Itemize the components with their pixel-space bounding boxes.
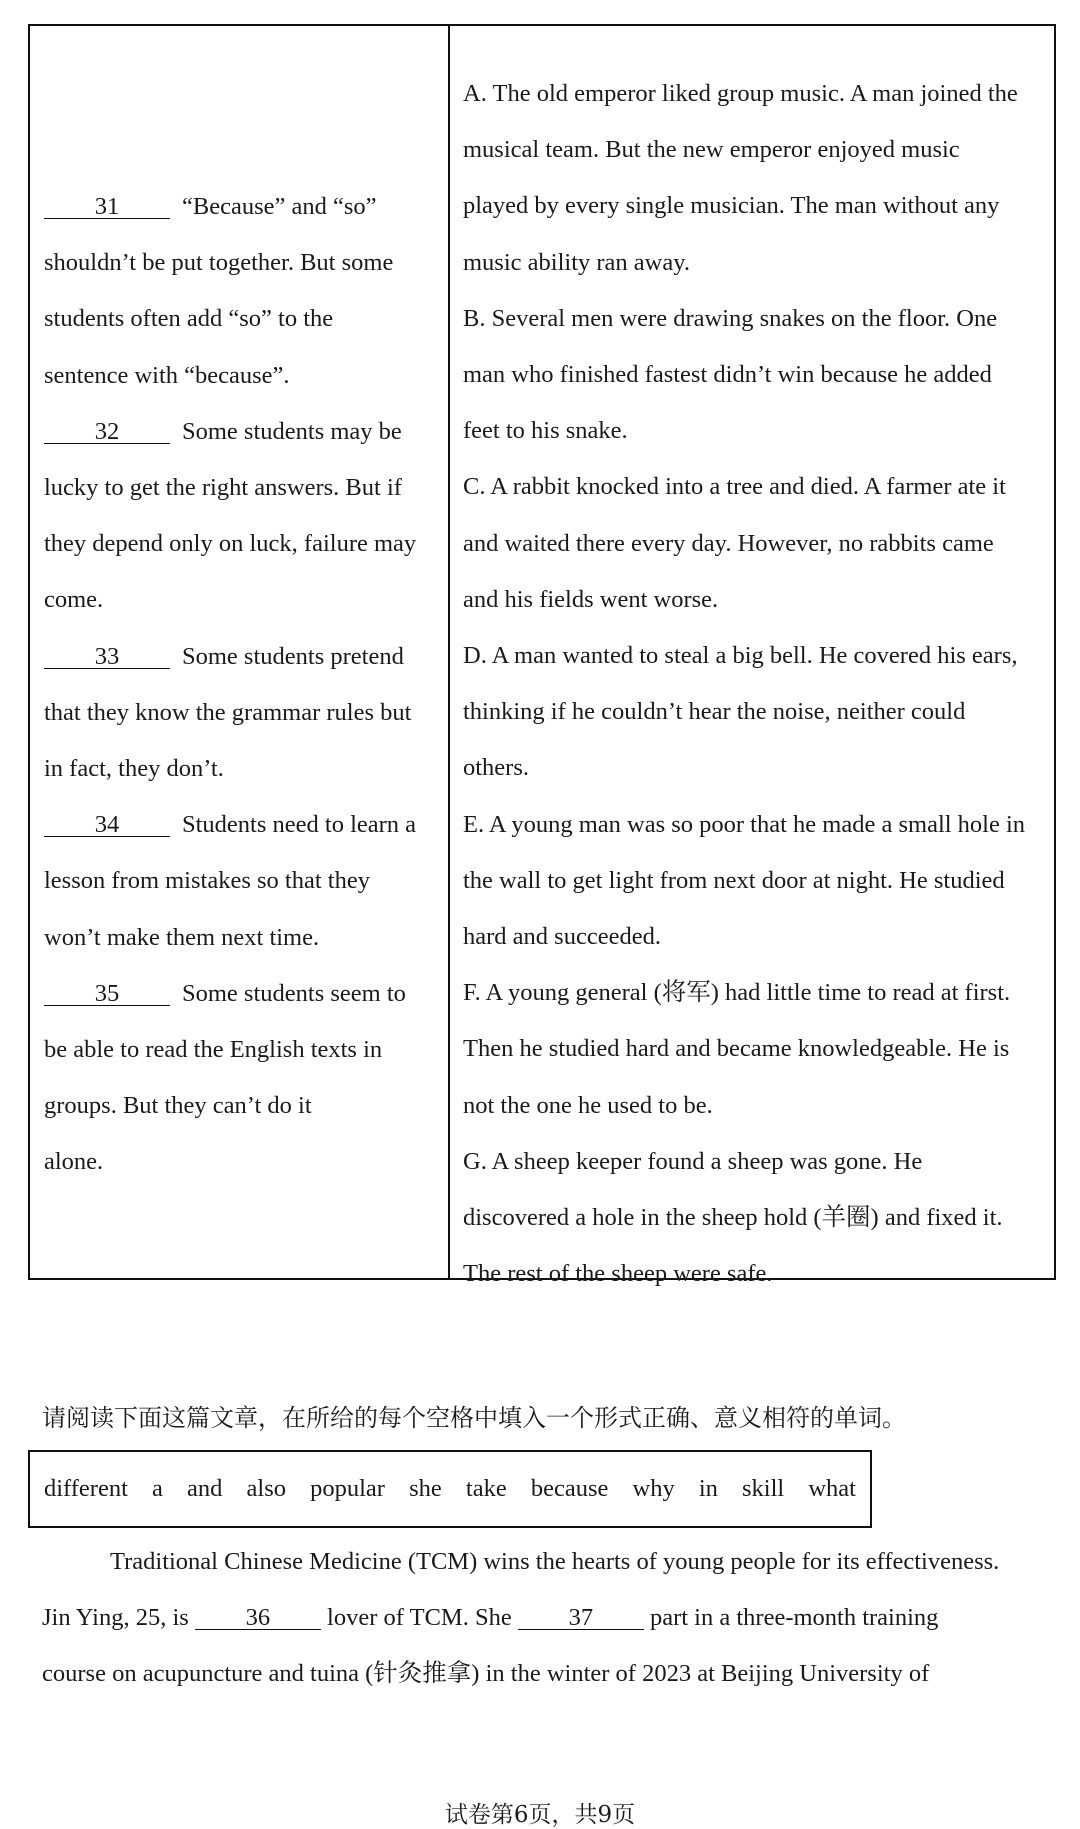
question-text: alone. <box>44 1148 104 1176</box>
option-line: man who finished fastest didn’t win because he added <box>463 361 992 389</box>
passage-text: part in a three-month training <box>649 1604 939 1632</box>
section-instruction: 请阅读下面这篇文章，在所给的每个空格中填入一个形式正确、意义相符的单词。 <box>42 1404 906 1432</box>
question-34 <box>44 797 444 966</box>
passage-line: Traditional Chinese Medicine (TCM) wins the hearts of young people for its effectiveness. <box>110 1548 1000 1575</box>
matching-table <box>28 24 1056 1288</box>
word-bank <box>28 1450 872 1528</box>
option-line: not the one he used to be. <box>463 1091 713 1119</box>
word-bank-item: in <box>698 1475 718 1502</box>
answer-blank-37[interactable]: 37 <box>518 1607 644 1630</box>
option-line: played by every single musician. The man without any <box>463 192 1000 220</box>
question-text: Some students pretend <box>182 642 404 670</box>
answer-blank-32[interactable]: 32 <box>44 421 170 444</box>
option-line: C. A rabbit knocked into a tree and died. A farmer ate it <box>463 473 1006 501</box>
question-text: students often add “so” to the <box>44 305 334 333</box>
word-bank-item: a <box>152 1475 163 1502</box>
passage-line <box>42 1590 1042 1646</box>
option-line: E. A young man was so poor that he made a small hole in <box>463 810 1026 838</box>
option-line: music ability ran away. <box>463 248 691 276</box>
option-line: F. A young general (将军) had little time to read at first. <box>463 979 1011 1007</box>
question-text: lucky to get the right answers. But if <box>44 474 402 502</box>
question-text: groups. But they can’t do it <box>44 1092 312 1120</box>
question-31 <box>44 179 444 404</box>
option-line: discovered a hole in the sheep hold (羊圈) and fixed it. <box>463 1204 1003 1232</box>
word-bank-item: skill <box>742 1475 785 1502</box>
option-line: feet to his snake. <box>463 417 628 445</box>
reading-passage <box>42 1534 1042 1703</box>
question-33 <box>44 629 444 798</box>
option-line: D. A man wanted to steal a big bell. He covered his ears, <box>463 642 1018 670</box>
option-line: musical team. But the new emperor enjoyed music <box>463 136 960 164</box>
option-line: G. A sheep keeper found a sheep was gone. He <box>463 1147 923 1175</box>
option-line: others. <box>463 754 529 782</box>
question-text: Students need to learn a <box>182 811 417 839</box>
question-35 <box>44 966 444 1191</box>
question-text: that they know the grammar rules but <box>44 698 412 726</box>
question-text: be able to read the English texts in <box>44 1036 383 1064</box>
options-column <box>463 66 1053 1302</box>
word-bank-item: also <box>246 1475 286 1502</box>
answer-blank-35[interactable]: 35 <box>44 983 170 1006</box>
passage-line: course on acupuncture and tuina (针灸推拿) in the winter of 2023 at Beijing University of <box>42 1660 930 1688</box>
answer-blank-34[interactable]: 34 <box>44 814 170 837</box>
answer-blank-36[interactable]: 36 <box>195 1607 321 1630</box>
passage-text: lover of TCM. She <box>327 1604 512 1632</box>
answer-blank-31[interactable]: 31 <box>44 196 170 219</box>
question-32 <box>44 404 444 629</box>
word-bank-item: what <box>808 1475 856 1502</box>
option-line: and his fields went worse. <box>463 585 719 613</box>
questions-column <box>44 179 444 1191</box>
option-line: thinking if he couldn’t hear the noise, neither could <box>463 698 966 726</box>
column-divider <box>448 26 450 1278</box>
option-line: B. Several men were drawing snakes on the floor. One <box>463 304 998 332</box>
option-line: and waited there every day. However, no rabbits came <box>463 529 994 557</box>
option-line: Then he studied hard and became knowledgeable. He is <box>463 1035 1010 1063</box>
answer-blank-33[interactable]: 33 <box>44 646 170 669</box>
question-text: Some students may be <box>182 417 402 445</box>
word-bank-item: take <box>465 1475 507 1502</box>
question-text: lesson from mistakes so that they <box>44 867 370 895</box>
word-bank-item: she <box>409 1475 442 1502</box>
word-bank-item: and <box>187 1475 223 1502</box>
option-line: The rest of the sheep were safe. <box>463 1260 773 1288</box>
option-line: hard and succeeded. <box>463 923 661 951</box>
word-bank-item: because <box>530 1475 609 1502</box>
word-bank-item: different <box>44 1475 128 1502</box>
question-text: come. <box>44 586 104 614</box>
word-bank-item: popular <box>310 1475 385 1502</box>
option-line: A. The old emperor liked group music. A man joined the <box>463 80 1018 107</box>
question-text: “Because” and “so” <box>182 193 377 220</box>
word-bank-item: why <box>632 1475 675 1502</box>
question-text: Some students seem to <box>182 979 406 1007</box>
question-text: sentence with “because”. <box>44 361 290 389</box>
passage-text: Jin Ying, 25, is <box>42 1604 189 1632</box>
question-text: shouldn’t be put together. But some <box>44 249 394 277</box>
question-text: won’t make them next time. <box>44 923 320 951</box>
question-text: in fact, they don’t. <box>44 755 224 783</box>
question-text: they depend only on luck, failure may <box>44 530 417 558</box>
page-footer: 试卷第6页，共9页 <box>444 1802 636 1828</box>
option-line: the wall to get light from next door at night. He studied <box>463 866 1005 894</box>
